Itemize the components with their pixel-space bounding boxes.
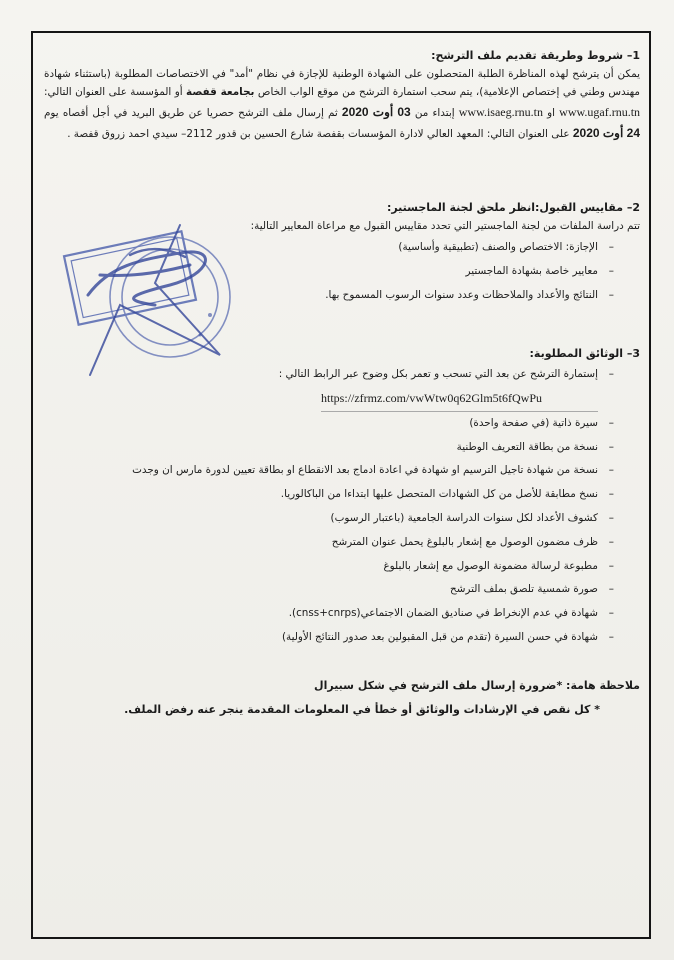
list-item: – شهادة في حسن السيرة (تقدم من قبل المقبولين بعد صدور النتائج الأولية) <box>44 626 614 650</box>
documents-list <box>44 363 640 650</box>
university-name: بجامعة قفصة <box>186 86 255 99</box>
deadline-date: 24 أوت 2020 <box>572 125 640 140</box>
section2-intro: تتم دراسة الملفات من لجنة الماجستير التي تحدد مقاييس القبول مع مراعاة المعايير التالية: <box>250 220 640 233</box>
list-item: – نسخ مطابقة للأصل من كل الشهادات المتحصل عليها ابتداءا من الباكالوريا. <box>44 483 614 507</box>
section-admission-criteria <box>44 198 640 307</box>
list-item: – صورة شمسية تلصق بملف الترشح <box>44 578 614 602</box>
criteria-list <box>44 235 640 307</box>
note-rejection-warning: * كل نقص في الإرشادات والوثائق أو خطأ في المعلومات المقدمة ينجر عنه رفض الملف. <box>124 703 600 716</box>
section1-heading: 1– شروط وطريقة تقديم ملف الترشح: <box>431 49 640 62</box>
list-item: – كشوف الأعداد لكل سنوات الدراسة الجامعية (باعتبار الرسوب) <box>44 507 614 531</box>
section1-paragraph: يمكن أن يترشح لهذه المناظرة الطلبة المتحصلون على الشهادة الوطنية للإجازة في نظام "أمد" في الاختصاصات المطلوبة (باستثناء شهادة مهندس وطني في إختصاص الإعلامية)، يتم سحب استمارة الترشح من موقع الواب الخاص بجامعة قفصة أو المؤسسة على العنوان التالي: www.ugaf.rnu.tn او www.isaeg.rnu.tn إبتداء من 03 أوت 2020 ثم إرسال ملف الترشح حصريا عن طريق البريد في أجل أقصاه يوم 24 أوت 2020 على العنوان التالي: المعهد العالي لادارة المؤسسات بقفصة شارع الحسين بن قدور 2112– سيدي احمد زروق قفصة . <box>44 68 641 140</box>
list-item: – الإجازة: الاختصاص والصنف (تطبيقية وأساسية) <box>44 235 614 259</box>
section-required-documents <box>44 344 640 650</box>
list-item: – معايير خاصة بشهادة الماجستير <box>44 259 614 283</box>
list-item: – ظرف مضمون الوصول مع إشعار بالبلوغ يحمل عنوان المترشح <box>44 531 614 555</box>
list-item: – نسخة من شهادة تاجيل الترسيم او شهادة في اعادة ادماج بعد الانقطاع او بطاقة تعيين لدورة مارس ان وجدت <box>44 459 614 483</box>
list-item: – نسخة من بطاقة التعريف الوطنية <box>44 436 614 460</box>
section3-heading: 3– الوثائق المطلوبة: <box>529 347 640 360</box>
section2-heading: 2– مقاييس القبول:انظر ملحق لجنة الماجستير: <box>386 201 640 214</box>
start-date: 03 أوت 2020 <box>341 104 411 119</box>
list-item: – مطبوعة لرسالة مضمونة الوصول مع إشعار بالبلوغ <box>44 555 614 579</box>
list-item: – إستمارة الترشح عن بعد التي تسحب و تعمر بكل وضوح عبر الرابط التالي : https://zfrmz.com/vwWtw0q62Glm5t6fQwPu <box>44 363 614 412</box>
list-item: – سيرة ذاتية (في صفحة واحدة) <box>44 412 614 436</box>
application-form-link[interactable]: https://zfrmz.com/vwWtw0q62Glm5t6fQwPu <box>321 387 598 412</box>
list-item: – النتائج والأعداد والملاحظات وعدد سنوات الرسوب المسموح بها. <box>44 283 614 307</box>
list-item: – شهادة في عدم الإنخراط في صناديق الضمان الاجتماعي(cnss+cnrps). <box>44 602 614 626</box>
section-application-conditions <box>44 46 640 144</box>
important-note <box>44 676 640 695</box>
note-label: ملاحظة هامة: <box>566 679 640 692</box>
url-isaeg[interactable]: www.isaeg.rnu.tn <box>458 104 543 119</box>
url-ugaf[interactable]: www.ugaf.rnu.tn <box>559 104 641 119</box>
note-spiral-binding: *ضرورة إرسال ملف الترشح في شكل سبيرال <box>314 679 563 692</box>
